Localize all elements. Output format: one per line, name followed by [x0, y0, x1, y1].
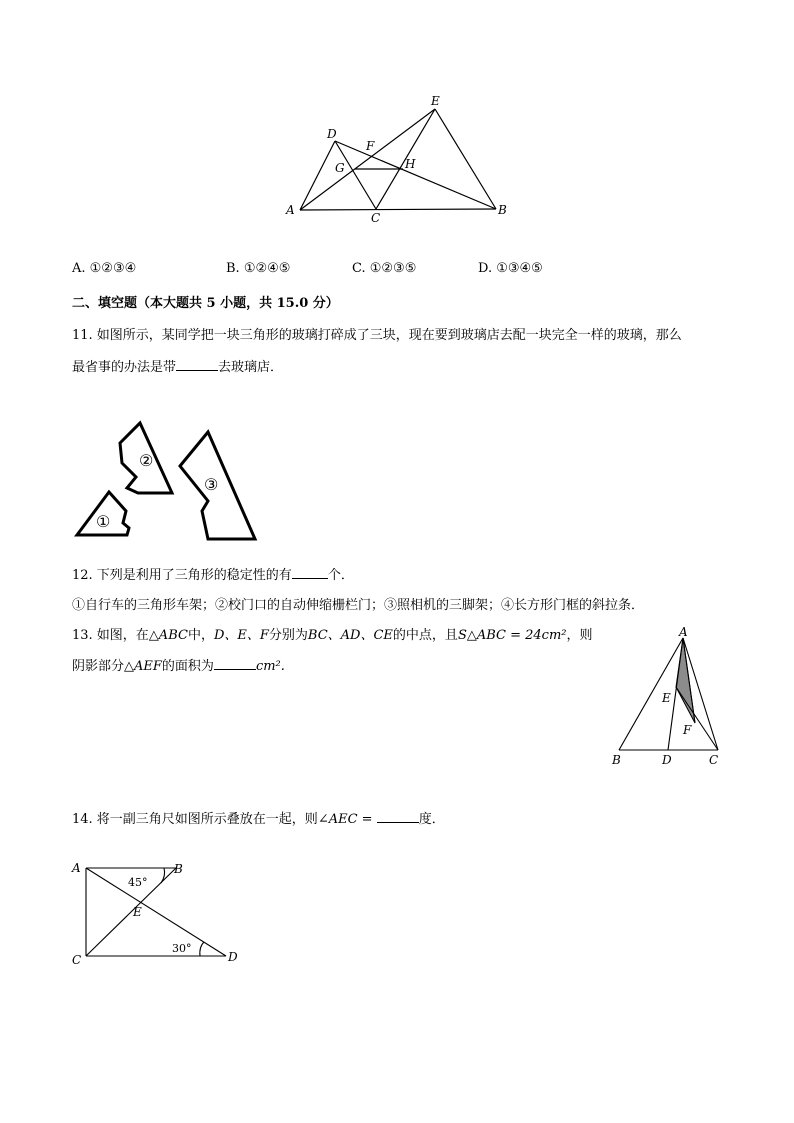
q14-line1-post: 度． [418, 812, 445, 827]
q12-line1-pre: 12. 下列是利用了三角形的稳定性的有 [72, 568, 292, 583]
q13-answer-blank[interactable] [214, 657, 256, 670]
fig13-label-f: F [683, 723, 692, 737]
figure-q13 [606, 622, 736, 772]
q13-line2-pre: 阴影部分 [72, 659, 125, 674]
fig14-angle-45: 45° [128, 876, 148, 889]
option-c[interactable]: C. ①②③⑤ [352, 261, 417, 276]
fig10-label-h: H [405, 157, 416, 171]
fig10-label-d: D [327, 127, 337, 141]
fig13-label-a: A [679, 625, 688, 639]
q11-line2-pre: 最省事的办法是带 [72, 360, 177, 375]
glass-piece-3-label: ③ [204, 475, 219, 494]
fig10-label-c: C [371, 211, 381, 225]
q13-line1 [72, 624, 593, 643]
q13-mid3: 的中点，且 [392, 628, 458, 643]
fig14-label-e: E [133, 905, 142, 919]
q13-line1-pre: 13. 如图，在 [72, 628, 149, 643]
q14-answer-blank[interactable] [377, 810, 419, 823]
q11-line1: 11. 如图所示，某同学把一块三角形的玻璃打碎成了三块，现在要到玻璃店去配一块完全一样的玻璃，那么 [72, 328, 682, 343]
option-b[interactable]: B. ①②④⑤ [226, 261, 291, 276]
glass-piece-2-label: ② [139, 451, 154, 470]
fig14-label-a: A [72, 861, 81, 875]
figure-q14 [68, 858, 248, 970]
option-d[interactable]: D. ①③④⑤ [478, 261, 543, 276]
q14-line1 [72, 808, 445, 827]
q13-shaded-triangle: △AEF [124, 659, 162, 674]
q12-answer-blank[interactable] [292, 566, 328, 579]
q11-line2 [72, 356, 283, 375]
fig14-angle-30: 30° [172, 942, 192, 955]
fig10-label-f: F [366, 139, 375, 153]
fig13-label-c: C [709, 753, 719, 767]
q11-answer-blank[interactable] [176, 358, 218, 371]
q13-unit: cm². [255, 659, 285, 674]
q12-line1-post: 个． [327, 568, 354, 583]
q14-angle: ∠AEC [317, 812, 358, 827]
q13-line2-mid: 的面积为 [161, 659, 214, 674]
figure-q11-glass [70, 418, 270, 543]
fig14-label-b: B [174, 862, 183, 876]
fig13-label-d: D [662, 753, 672, 767]
fig13-label-b: B [612, 753, 621, 767]
fig10-label-a: A [286, 203, 295, 217]
q12-line1 [72, 564, 354, 583]
fig14-label-c: C [72, 953, 82, 967]
q13-points: D、E、F [213, 628, 269, 643]
q13-triangle: △ABC [148, 628, 188, 643]
fig10-label-g: G [335, 161, 345, 175]
section-title: 二、填空题（本大题共 5 小题，共 15.0 分） [72, 296, 339, 311]
fig13-label-e: E [662, 691, 671, 705]
fig14-label-d: D [228, 950, 238, 964]
option-a[interactable]: A. ①②③④ [72, 261, 137, 276]
figure-q10 [280, 90, 520, 230]
q13-line1-post: ，则 [566, 628, 593, 643]
q14-eq: = [357, 812, 377, 827]
fig10-label-e: E [431, 94, 440, 108]
q12-line2: ①自行车的三角形车架；②校门口的自动伸缩栅栏门；③照相机的三脚架；④长方形门框的斜拉条． [72, 598, 645, 613]
q13-mid1: 中， [187, 628, 214, 643]
q13-line2 [72, 655, 285, 674]
q13-area-expression: S△ABC = 24cm² [457, 628, 567, 643]
q13-segments: BC、AD、CE [307, 628, 393, 643]
glass-piece-1-label: ① [96, 512, 111, 531]
q14-line1-pre: 14. 将一副三角尺如图所示叠放在一起，则 [72, 812, 318, 827]
q13-mid2: 分别为 [268, 628, 308, 643]
fig10-label-b: B [498, 203, 507, 217]
q11-line2-post: 去玻璃店． [218, 360, 284, 375]
